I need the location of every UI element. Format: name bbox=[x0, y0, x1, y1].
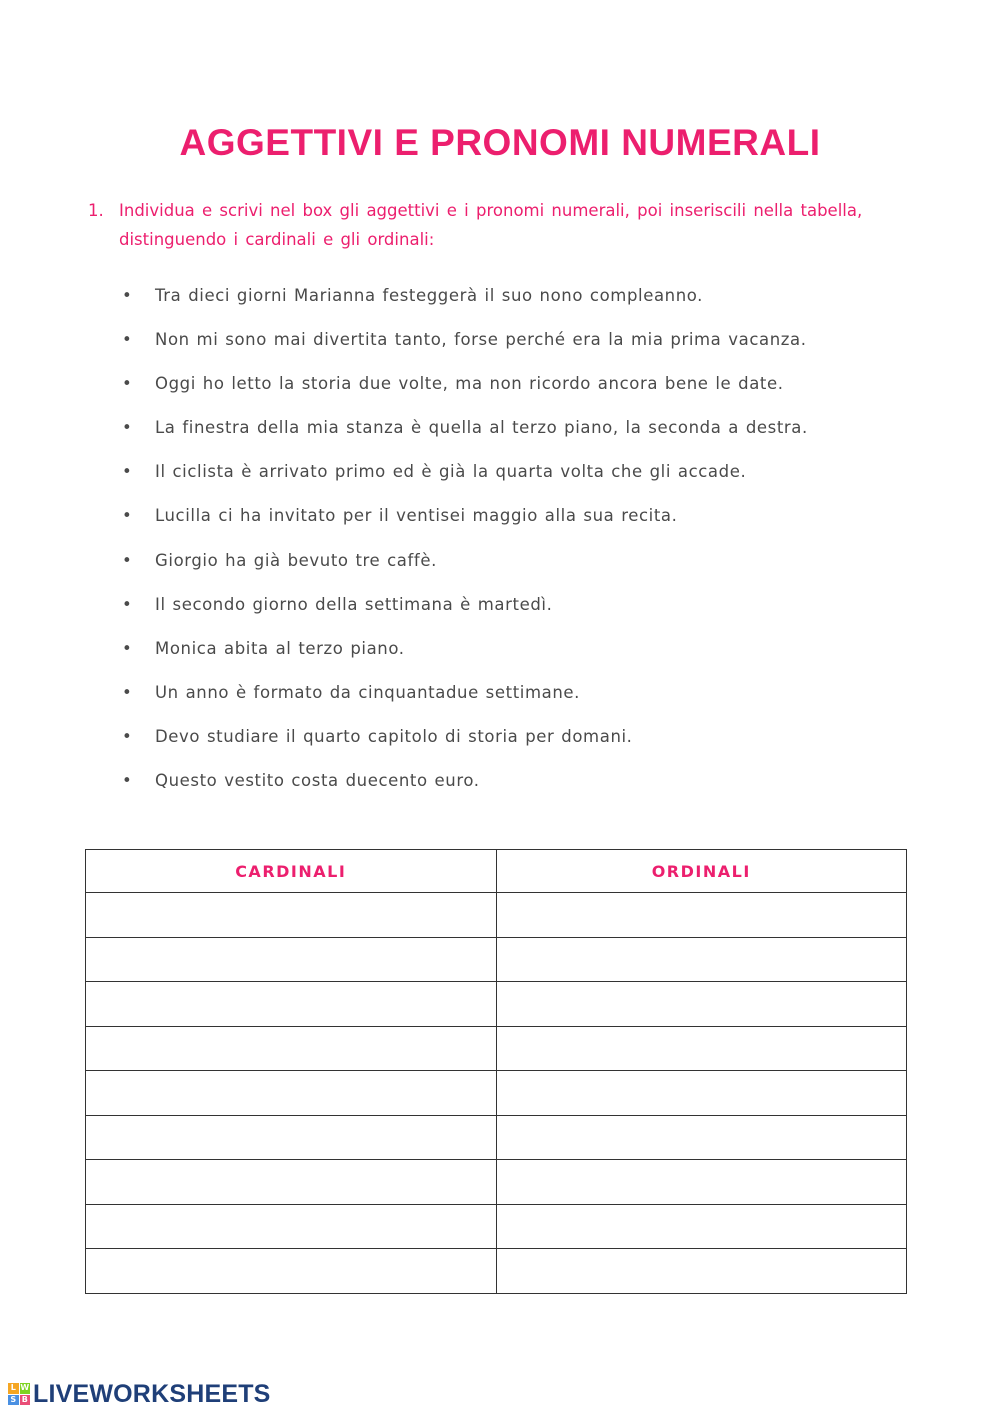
sentence-text: Questo vestito costa duecento euro. bbox=[155, 771, 480, 791]
exercise-instruction bbox=[88, 196, 918, 254]
cardinali-answer-cell[interactable] bbox=[86, 1160, 497, 1205]
bullet-icon: • bbox=[122, 330, 133, 350]
ordinali-answer-cell[interactable] bbox=[496, 982, 907, 1027]
bullet-icon: • bbox=[122, 374, 133, 394]
bullet-icon: • bbox=[122, 771, 133, 791]
sentence-text: Oggi ho letto la storia due volte, ma non ricordo ancora bene le date. bbox=[155, 374, 784, 394]
sentence-text: Il ciclista è arrivato primo ed è già la quarta volta che gli accade. bbox=[155, 462, 747, 482]
table-row bbox=[86, 1026, 907, 1071]
bullet-icon: • bbox=[122, 682, 133, 702]
sentence-text: Monica abita al terzo piano. bbox=[155, 638, 405, 658]
sentence-text: Un anno è formato da cinquantadue settimane. bbox=[155, 682, 580, 702]
ordinali-answer-cell[interactable] bbox=[496, 1249, 907, 1294]
bullet-icon: • bbox=[122, 462, 133, 482]
logo-letter: W bbox=[20, 1383, 30, 1392]
table-row bbox=[86, 1115, 907, 1160]
ordinali-answer-cell[interactable] bbox=[496, 1115, 907, 1160]
bullet-icon: • bbox=[122, 638, 133, 658]
sentence-text: Lucilla ci ha invitato per il ventisei maggio alla sua recita. bbox=[155, 506, 678, 526]
ordinali-answer-cell[interactable] bbox=[496, 893, 907, 938]
table-header-row bbox=[86, 850, 907, 893]
table-row bbox=[86, 1249, 907, 1294]
bullet-icon: • bbox=[122, 286, 133, 305]
table-row bbox=[86, 1160, 907, 1205]
header-ordinali: ORDINALI bbox=[496, 850, 907, 893]
exercise-number: 1. bbox=[88, 201, 104, 220]
bullet-icon: • bbox=[122, 594, 133, 614]
cardinali-answer-cell[interactable] bbox=[86, 982, 497, 1027]
ordinali-answer-cell[interactable] bbox=[496, 1026, 907, 1071]
sentence-text: Devo studiare il quarto capitolo di storia per domani. bbox=[155, 726, 633, 746]
ordinali-answer-cell[interactable] bbox=[496, 1071, 907, 1116]
exercise-instruction-text: Individua e scrivi nel box gli aggettivi e i pronomi numerali, poi inseriscili nella tabella, distinguendo i cardinali e gli ordinali: bbox=[119, 201, 863, 249]
ordinali-answer-cell[interactable] bbox=[496, 937, 907, 982]
liveworksheets-brand[interactable] bbox=[8, 1380, 271, 1408]
bullet-icon: • bbox=[122, 506, 133, 526]
brand-name: LIVEWORKSHEETS bbox=[33, 1379, 271, 1408]
liveworksheets-logo-icon bbox=[8, 1383, 30, 1405]
page-title: AGGETTIVI E PRONOMI NUMERALI bbox=[179, 122, 821, 163]
cardinali-answer-cell[interactable] bbox=[86, 1071, 497, 1116]
ordinali-answer-cell[interactable] bbox=[496, 1204, 907, 1249]
logo-letter: S bbox=[8, 1395, 19, 1406]
bullet-icon: • bbox=[122, 418, 133, 438]
table-row bbox=[86, 937, 907, 982]
header-cardinali: CARDINALI bbox=[86, 850, 497, 893]
bullet-icon: • bbox=[122, 726, 133, 746]
table-row bbox=[86, 1071, 907, 1116]
cardinali-answer-cell[interactable] bbox=[86, 893, 497, 938]
cardinali-answer-cell[interactable] bbox=[86, 1115, 497, 1160]
sentence-text: Giorgio ha già bevuto tre caffè. bbox=[155, 550, 437, 570]
sentence-text: Non mi sono mai divertita tanto, forse perché era la mia prima vacanza. bbox=[155, 330, 807, 350]
cardinali-answer-cell[interactable] bbox=[86, 1204, 497, 1249]
table-row bbox=[86, 893, 907, 938]
bullet-icon: • bbox=[122, 550, 133, 570]
sentence-text: La finestra della mia stanza è quella al terzo piano, la seconda a destra. bbox=[155, 418, 808, 438]
table-row bbox=[86, 982, 907, 1027]
cardinali-answer-cell[interactable] bbox=[86, 1249, 497, 1294]
ordinali-answer-cell[interactable] bbox=[496, 1160, 907, 1205]
logo-letter: L bbox=[8, 1383, 19, 1394]
table-row bbox=[86, 1204, 907, 1249]
sentence-text: Il secondo giorno della settimana è martedì. bbox=[155, 594, 553, 614]
sentence-text: Tra dieci giorni Marianna festeggerà il suo nono compleanno. bbox=[155, 286, 704, 305]
answer-table bbox=[85, 849, 907, 1294]
logo-letter: B bbox=[20, 1395, 31, 1406]
cardinali-answer-cell[interactable] bbox=[86, 937, 497, 982]
cardinali-answer-cell[interactable] bbox=[86, 1026, 497, 1071]
